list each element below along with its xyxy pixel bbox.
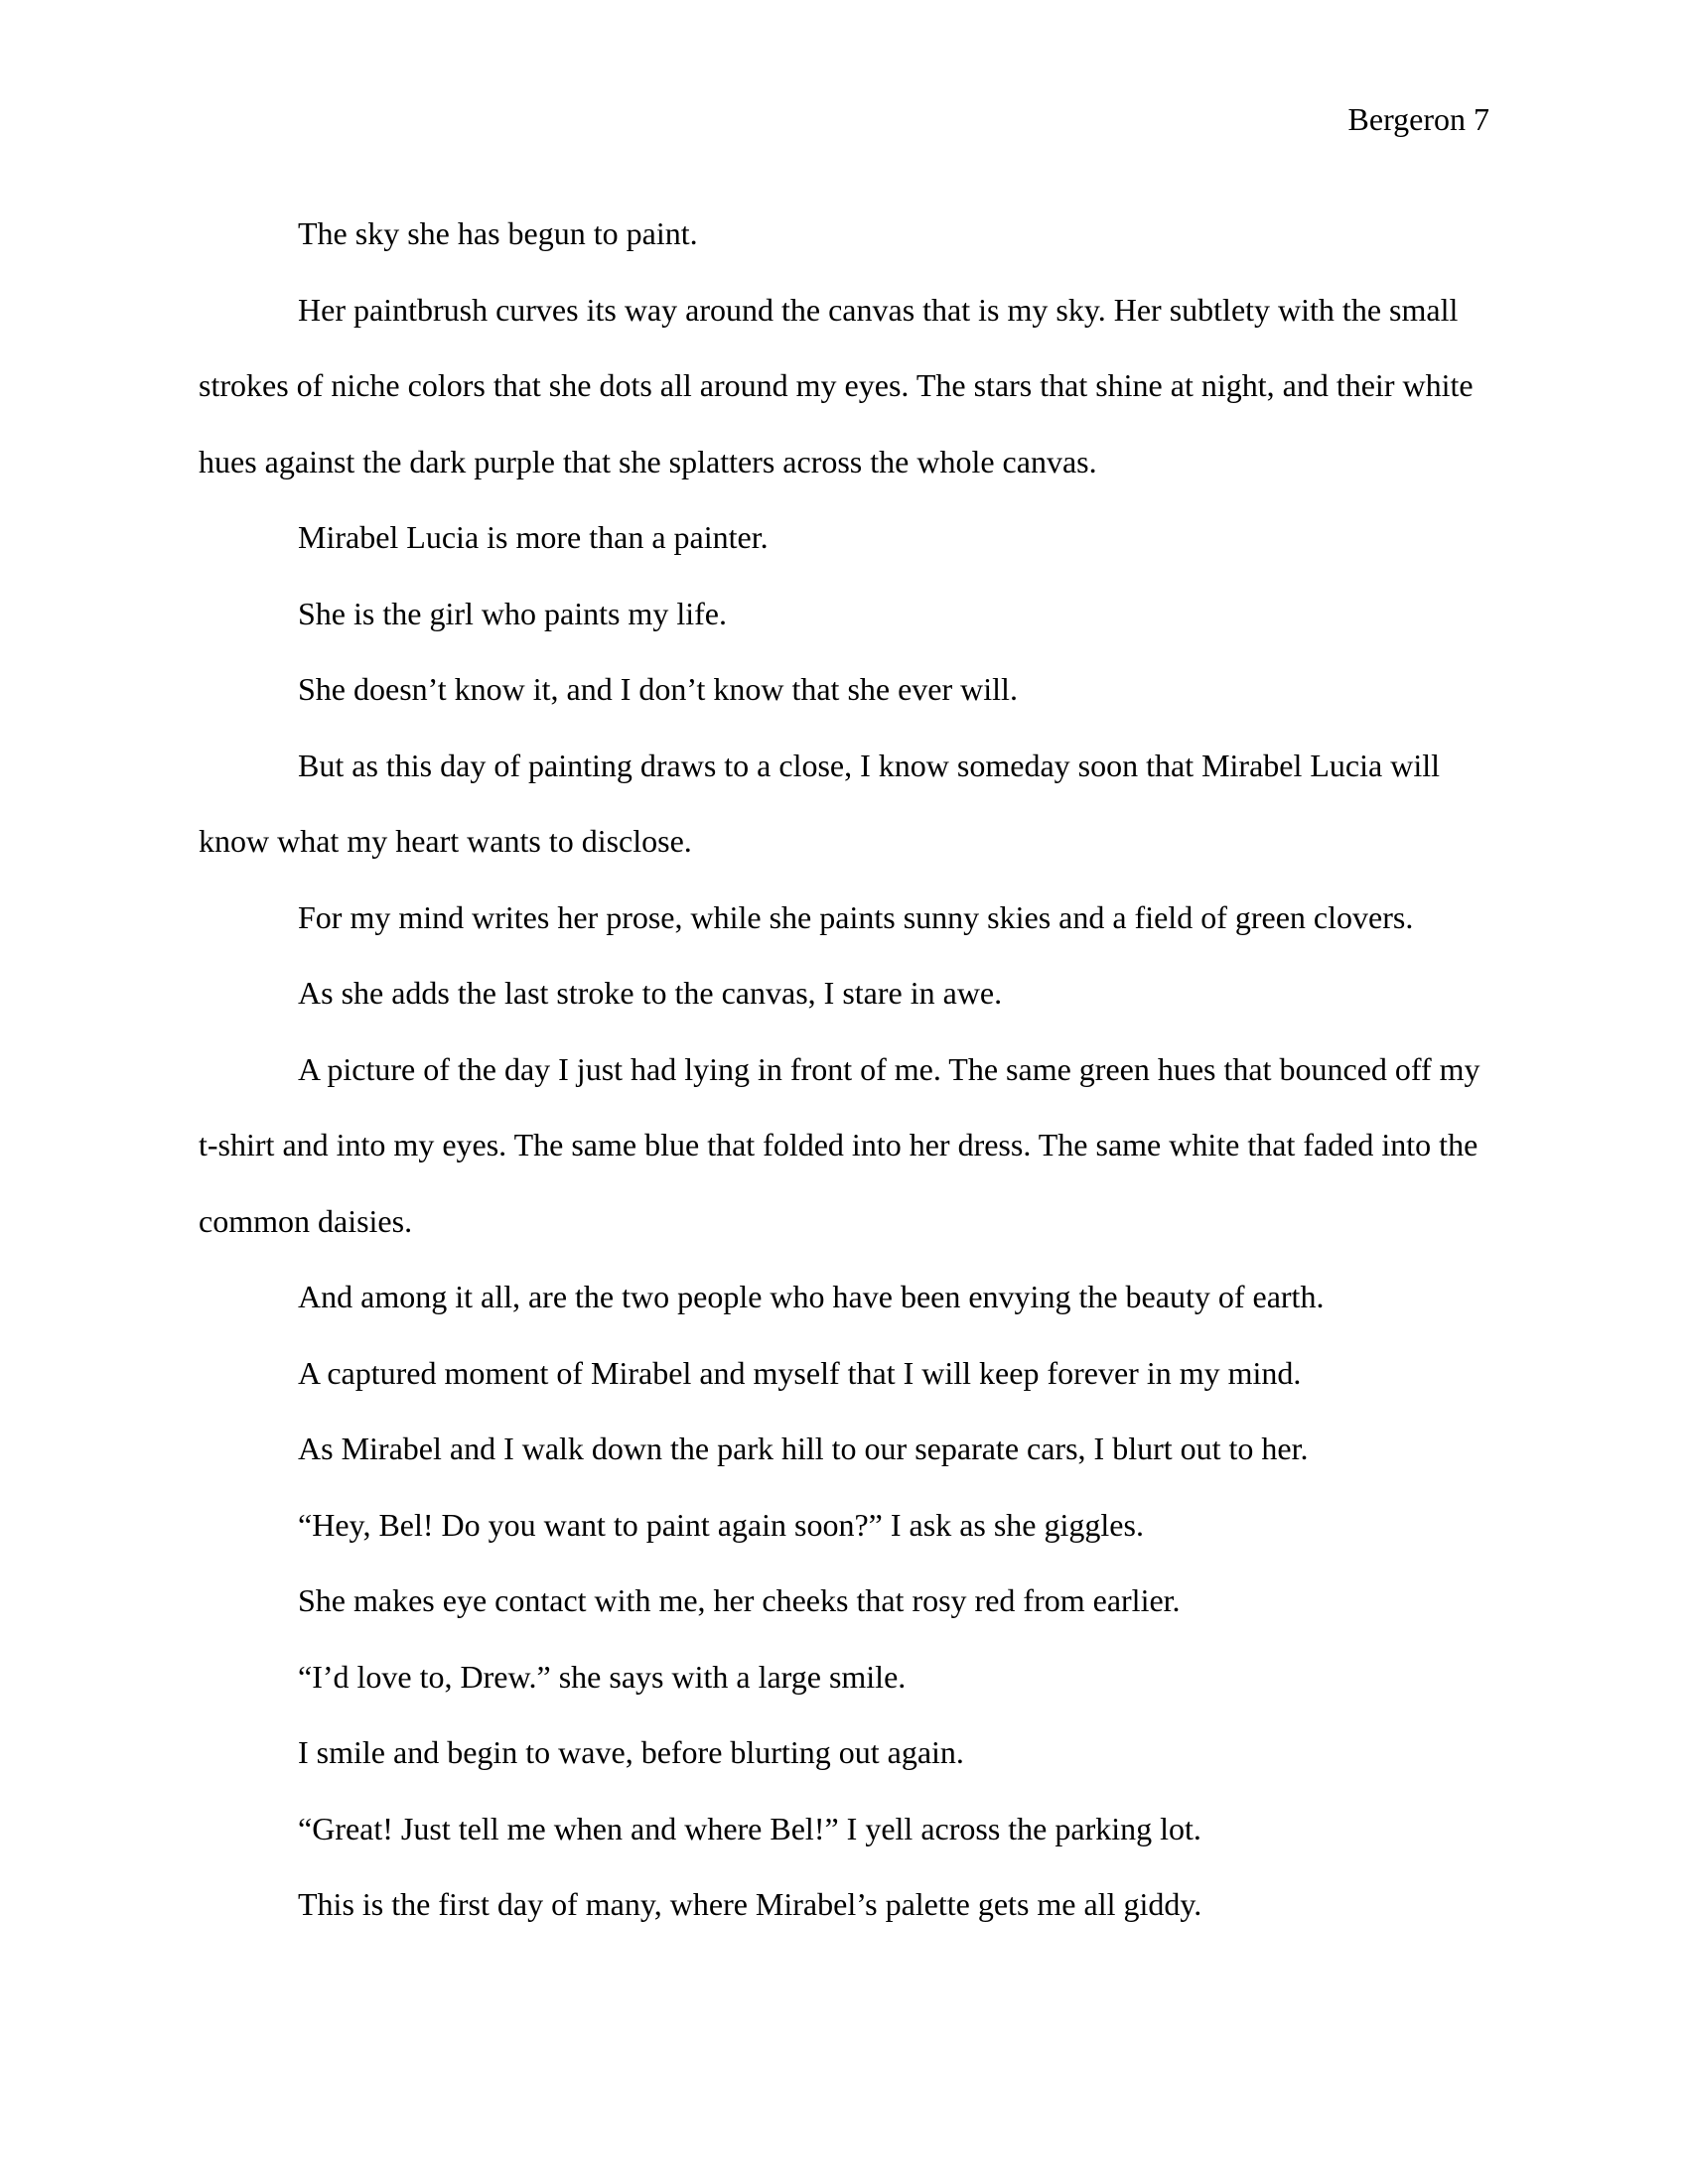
- paragraph: A captured moment of Mirabel and myself that I will keep forever in my mind.: [298, 1354, 1302, 1391]
- paragraph: But as this day of painting draws to a close, I know someday soon that Mirabel Lucia will know what my heart wants to disclose.: [199, 747, 1440, 859]
- paragraph: For my mind writes her prose, while she paints sunny skies and a field of green clovers.: [298, 898, 1414, 935]
- paragraph: “Great! Just tell me when and where Bel!” I yell across the parking lot.: [298, 1810, 1201, 1846]
- paragraph: “Hey, Bel! Do you want to paint again soon?” I ask as she giggles.: [298, 1506, 1144, 1543]
- running-head: Bergeron 7: [1347, 101, 1489, 137]
- paragraph: A picture of the day I just had lying in front of me. The same green hues that bounced off my t-shirt and into my eyes. The same blue that folded into her dress. The same white that faded into the common daisies.: [199, 1050, 1480, 1239]
- paragraph: She makes eye contact with me, her cheeks that rosy red from earlier.: [298, 1582, 1181, 1618]
- paragraph: This is the first day of many, where Mirabel’s palette gets me all giddy.: [298, 1886, 1202, 1922]
- paragraph: Her paintbrush curves its way around the canvas that is my sky. Her subtlety with the small strokes of niche colors that she dots all around my eyes. The stars that shine at night, and their white hues against the dark purple that she splatters across the whole canvas.: [199, 291, 1474, 479]
- paragraph: She doesn’t know it, and I don’t know that she ever will.: [298, 671, 1018, 707]
- paragraph: I smile and begin to wave, before blurting out again.: [298, 1734, 964, 1770]
- document-body: [199, 196, 1489, 1943]
- paragraph: As she adds the last stroke to the canvas, I stare in awe.: [298, 975, 1003, 1011]
- paragraph: The sky she has begun to paint.: [298, 215, 698, 251]
- paragraph: And among it all, are the two people who have been envying the beauty of earth.: [298, 1279, 1325, 1314]
- paragraph: As Mirabel and I walk down the park hill to our separate cars, I blurt out to her.: [298, 1431, 1309, 1466]
- paragraph: Mirabel Lucia is more than a painter.: [298, 519, 769, 555]
- paragraph: She is the girl who paints my life.: [298, 595, 727, 631]
- paragraph: “I’d love to, Drew.” she says with a large smile.: [298, 1658, 907, 1695]
